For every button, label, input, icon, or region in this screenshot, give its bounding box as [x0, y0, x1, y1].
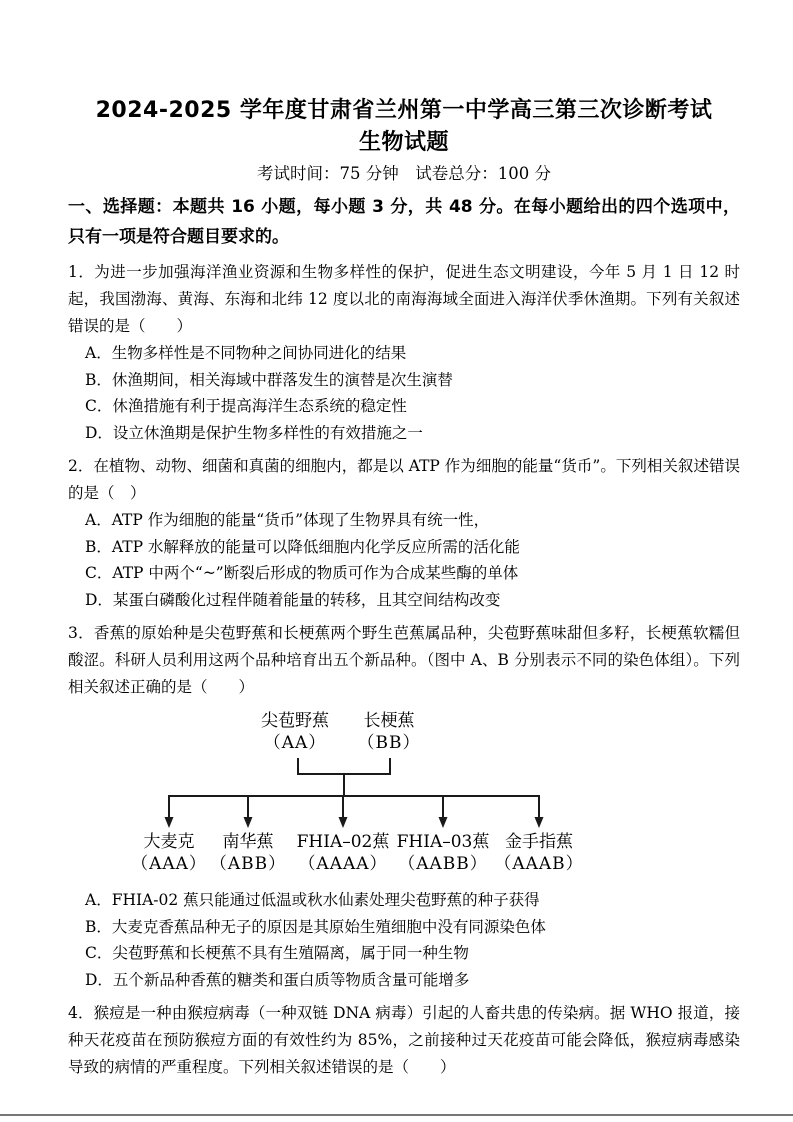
question-3-text: 香蕉的原始种是尖苞野蕉和长梗蕉两个野生芭蕉属品种，尖苞野蕉味甜但多籽，长梗蕉软糯但酸涩。科研人员利用这两个品种培育出五个新品种。（图中 A、B 分别表示不同的染色体组）。下列相关叙述正确的是（ ） — [68, 624, 740, 696]
diagram-parent-1-name: 尖苞野蕉 — [261, 711, 329, 731]
diagram-child-1-genome: （AAA） — [131, 854, 207, 874]
question-1-option-d: D．设立休渔期是保护生物多样性的有效措施之一 — [85, 423, 423, 442]
banana-breeding-diagram — [130, 709, 600, 883]
question-1-text: 为进一步加强海洋渔业资源和生物多样性的保护，促进生态文明建设，今年 5 月 1 日 12 时起，我国渤海、黄海、东海和北纬 12 度以北的南海海域全面进入海洋伏季休渔期。下列有关叙述错误的是（ ） — [68, 263, 740, 335]
diagram-child-4-genome: （AABB） — [398, 854, 488, 874]
exam-info-line: 考试时间：75 分钟 试卷总分：100 分 — [257, 164, 551, 183]
question-1-stem — [68, 259, 740, 340]
question-2-option-a: A．ATP 作为细胞的能量“货币”体现了生物界具有统一性， — [85, 511, 490, 529]
question-3-stem — [68, 620, 740, 701]
diagram-parent-1-genome: （AA） — [263, 733, 327, 753]
diagram-child-2-name: 南华蕉 — [222, 832, 274, 852]
question-4-stem — [68, 1000, 740, 1081]
diagram-child-4-name: FHIA–03蕉 — [396, 832, 490, 852]
diagram-child-2-genome: （ABB） — [209, 854, 287, 874]
question-2-option-c: C．ATP 中两个“~”断裂后形成的物质可作为合成某些酶的单体 — [85, 564, 519, 582]
diagram-parent-2 — [358, 710, 421, 754]
diagram-child-2 — [210, 831, 286, 875]
question-2 — [68, 453, 740, 613]
diagram-child-3-name: FHIA–02蕉 — [296, 832, 390, 852]
question-2-text: 在植物、动物、细菌和真菌的细胞内，都是以 ATP 作为细胞的能量“货币”。下列相关叙述错误的是（ ） — [68, 457, 740, 502]
question-2-option-d: D．某蛋白磷酸化过程伴随着能量的转移，且其空间结构改变 — [85, 590, 501, 609]
diagram-parent-1 — [261, 710, 329, 754]
question-2-stem — [68, 453, 740, 507]
bottom-divider — [0, 1114, 793, 1116]
question-1 — [68, 259, 740, 446]
question-3-option-d: D．五个新品种香蕉的糖类和蛋白质等物质含量可能增多 — [85, 970, 470, 989]
arrowheads — [165, 817, 544, 828]
question-3 — [68, 620, 740, 993]
exam-title-line2: 生物试题 — [358, 130, 449, 155]
question-1-option-a: A．生物多样性是不同物种之间协同进化的结果 — [85, 344, 407, 362]
diagram-child-5-name: 金手指蕉 — [504, 832, 573, 852]
diagram-child-1-name: 大麦克 — [143, 832, 195, 852]
diagram-parent-2-genome: （BB） — [357, 733, 421, 753]
question-1-option-b: B．休渔期间，相关海域中群落发生的演替是次生演替 — [85, 370, 453, 389]
diagram-parent-2-name: 长梗蕉 — [363, 711, 415, 731]
question-4-number: 4． — [68, 1004, 94, 1022]
question-1-number: 1． — [68, 263, 95, 281]
diagram-child-1 — [131, 831, 207, 875]
question-4 — [68, 1000, 740, 1081]
question-4-text: 猴痘是一种由猴痘病毒（一种双链 DNA 病毒）引起的人畜共患的传染病。据 WHO 报道，接种天花疫苗在预防猴痘方面的有效性约为 85%，之前接种过天花疫苗可能会降低，猴痘病毒感染导致的病情的严重程度。下列相关叙述错误的是（ ） — [68, 1004, 740, 1076]
question-3-option-a: A．FHIA-02 蕉只能通过低温或秋水仙素处理尖苞野蕉的种子获得 — [85, 891, 540, 909]
question-2-number: 2． — [68, 457, 94, 475]
diagram-child-3 — [297, 831, 390, 875]
exam-title-line1: 2024-2025 学年度甘肃省兰州第一中学高三第三次诊断考试 — [95, 98, 713, 123]
question-3-number: 3． — [68, 624, 94, 642]
question-1-option-c: C．休渔措施有利于提高海洋生态系统的稳定性 — [85, 397, 407, 415]
diagram-child-5 — [494, 831, 583, 875]
diagram-child-5-genome: （AAAB） — [494, 854, 584, 874]
diagram-child-3-genome: （AAAA） — [298, 854, 388, 874]
question-3-option-b: B．大麦克香蕉品种无子的原因是其原始生殖细胞中没有同源染色体 — [85, 917, 546, 936]
section-heading: 一、选择题：本题共 16 小题，每小题 3 分，共 48 分。在每小题给出的四个选项中，只有一项是符合题目要求的。 — [68, 197, 740, 247]
question-2-option-b: B．ATP 水解释放的能量可以降低细胞内化学反应所需的活化能 — [85, 537, 520, 556]
question-3-option-c: C．尖苞野蕉和长梗蕉不具有生殖隔离，属于同一种生物 — [85, 944, 469, 962]
diagram-child-4 — [397, 831, 490, 875]
